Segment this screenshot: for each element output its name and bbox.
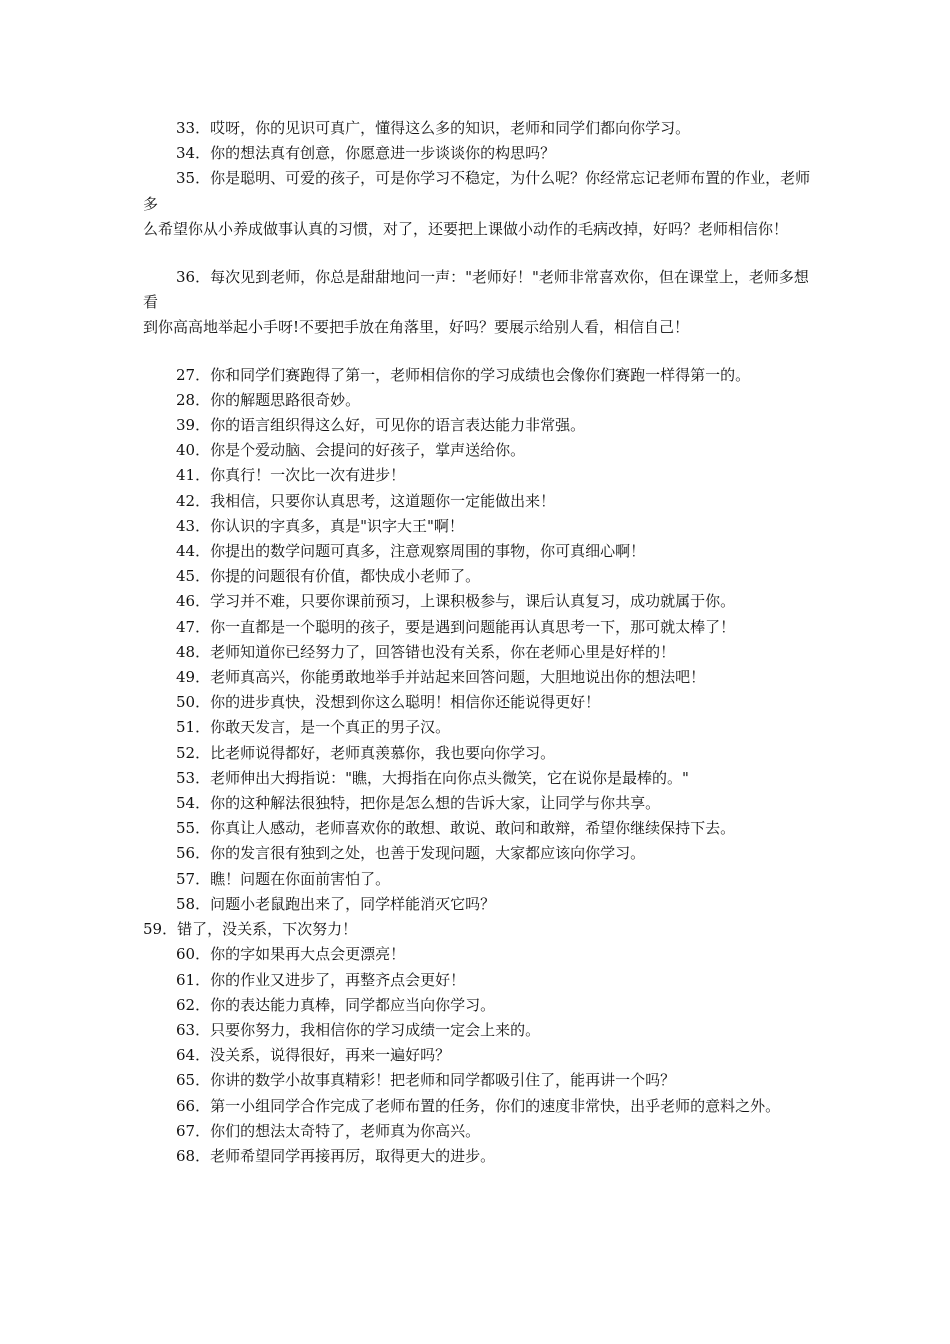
list-item: 51．你敢天发言，是一个真正的男子汉。 bbox=[176, 718, 451, 737]
list-item: 43．你认识的字真多，真是"识字大王"啊！ bbox=[176, 516, 464, 535]
paragraph-33: 33．哎呀，你的见识可真广，懂得这么多的知识，老师和同学们都向你学习。 bbox=[176, 119, 691, 137]
list-item: 68．老师希望同学再接再厉，取得更大的进步。 bbox=[176, 1146, 496, 1165]
paragraph-36-line2: 到你高高地举起小手呀!不要把手放在角落里，好吗？要展示给别人看，相信自己！ bbox=[143, 318, 690, 337]
list-item: 42．我相信，只要你认真思考，这道题你一定能做出来！ bbox=[176, 491, 556, 510]
list-item: 52．比老师说得都好，老师真羡慕你，我也要向你学习。 bbox=[176, 743, 556, 762]
paragraph-36-line1: 36．每次见到老师，你总是甜甜地问一声："老师好！"老师非常喜欢你，但在课堂上，老师多想看 bbox=[143, 268, 809, 312]
list-item: 54．你的这种解法很独特，把你是怎么想的告诉大家，让同学与你共享。 bbox=[176, 794, 661, 813]
paragraph-35-line2: 么希望你从小养成做事认真的习惯，对了，还要把上课做小动作的毛病改掉，好吗？老师相信你！ bbox=[143, 219, 789, 238]
list-item: 46．学习并不难，只要你课前预习，上课积极参与，课后认真复习，成功就属于你。 bbox=[176, 592, 736, 611]
list-item: 58．问题小老鼠跑出来了，同学样能消灭它吗？ bbox=[176, 894, 496, 913]
list-item: 63．只要你努力，我相信你的学习成绩一定会上来的。 bbox=[176, 1020, 541, 1039]
list-item: 44．你提出的数学问题可真多，注意观察周围的事物，你可真细心啊！ bbox=[176, 542, 646, 561]
list-item: 66．第一小组同学合作完成了老师布置的任务，你们的速度非常快，出乎老师的意料之外。 bbox=[176, 1096, 781, 1115]
document-page bbox=[143, 116, 813, 1169]
list-item: 50．你的进步真快，没想到你这么聪明！相信你还能说得更好！ bbox=[176, 693, 601, 712]
list-item: 39．你的语言组织得这么好，可见你的语言表达能力非常强。 bbox=[176, 416, 586, 435]
blank-line bbox=[143, 341, 813, 363]
paragraph-35 bbox=[143, 166, 813, 242]
praise-list-60-68 bbox=[143, 942, 813, 1169]
paragraph-34: 34．你的想法真有创意，你愿意进一步谈谈你的构思吗？ bbox=[176, 144, 556, 163]
paragraph-36 bbox=[143, 265, 813, 341]
list-item: 57．瞧！问题在你面前害怕了。 bbox=[176, 869, 391, 888]
list-item: 62．你的表达能力真棒，同学都应当向你学习。 bbox=[176, 995, 496, 1014]
blank-line bbox=[143, 242, 813, 265]
list-item: 48．老师知道你已经努力了，回答错也没有关系，你在老师心里是好样的！ bbox=[176, 642, 676, 661]
list-item: 64．没关系，说得很好，再来一遍好吗？ bbox=[176, 1046, 451, 1065]
praise-list-27-58 bbox=[143, 363, 813, 917]
list-item: 41．你真行！一次比一次有进步！ bbox=[176, 466, 406, 485]
list-item: 45．你提的问题很有价值，都快成小老师了。 bbox=[176, 567, 481, 586]
list-item: 56．你的发言很有独到之处，也善于发现问题，大家都应该向你学习。 bbox=[176, 844, 646, 863]
paragraph-35-line1: 35．你是聪明、可爱的孩子，可是你学习不稳定，为什么呢？你经常忘记老师布置的作业，老师多 bbox=[143, 169, 811, 213]
list-item: 67．你们的想法太奇特了，老师真为你高兴。 bbox=[176, 1121, 481, 1140]
list-item: 49．老师真高兴，你能勇敢地举手并站起来回答问题，大胆地说出你的想法吧！ bbox=[176, 668, 706, 687]
list-item: 60．你的字如果再大点会更漂亮！ bbox=[176, 945, 406, 964]
list-item: 61．你的作业又进步了，再整齐点会更好！ bbox=[176, 970, 466, 989]
paragraph-59: 59．错了，没关系，下次努力！ bbox=[143, 920, 358, 939]
list-item: 53．老师伸出大拇指说："瞧，大拇指在向你点头微笑，它在说你是最棒的。" bbox=[176, 768, 689, 787]
list-item: 40．你是个爱动脑、会提问的好孩子，掌声送给你。 bbox=[176, 441, 526, 460]
list-item: 55．你真让人感动，老师喜欢你的敢想、敢说、敢问和敢辩，希望你继续保持下去。 bbox=[176, 819, 736, 838]
list-item: 28．你的解题思路很奇妙。 bbox=[176, 390, 361, 409]
list-item: 47．你一直都是一个聪明的孩子，要是遇到问题能再认真思考一下，那可就太棒了！ bbox=[176, 617, 736, 636]
list-item: 65．你讲的数学小故事真精彩！把老师和同学都吸引住了，能再讲一个吗？ bbox=[176, 1071, 676, 1090]
list-item: 27．你和同学们赛跑得了第一，老师相信你的学习成绩也会像你们赛跑一样得第一的。 bbox=[176, 365, 751, 384]
